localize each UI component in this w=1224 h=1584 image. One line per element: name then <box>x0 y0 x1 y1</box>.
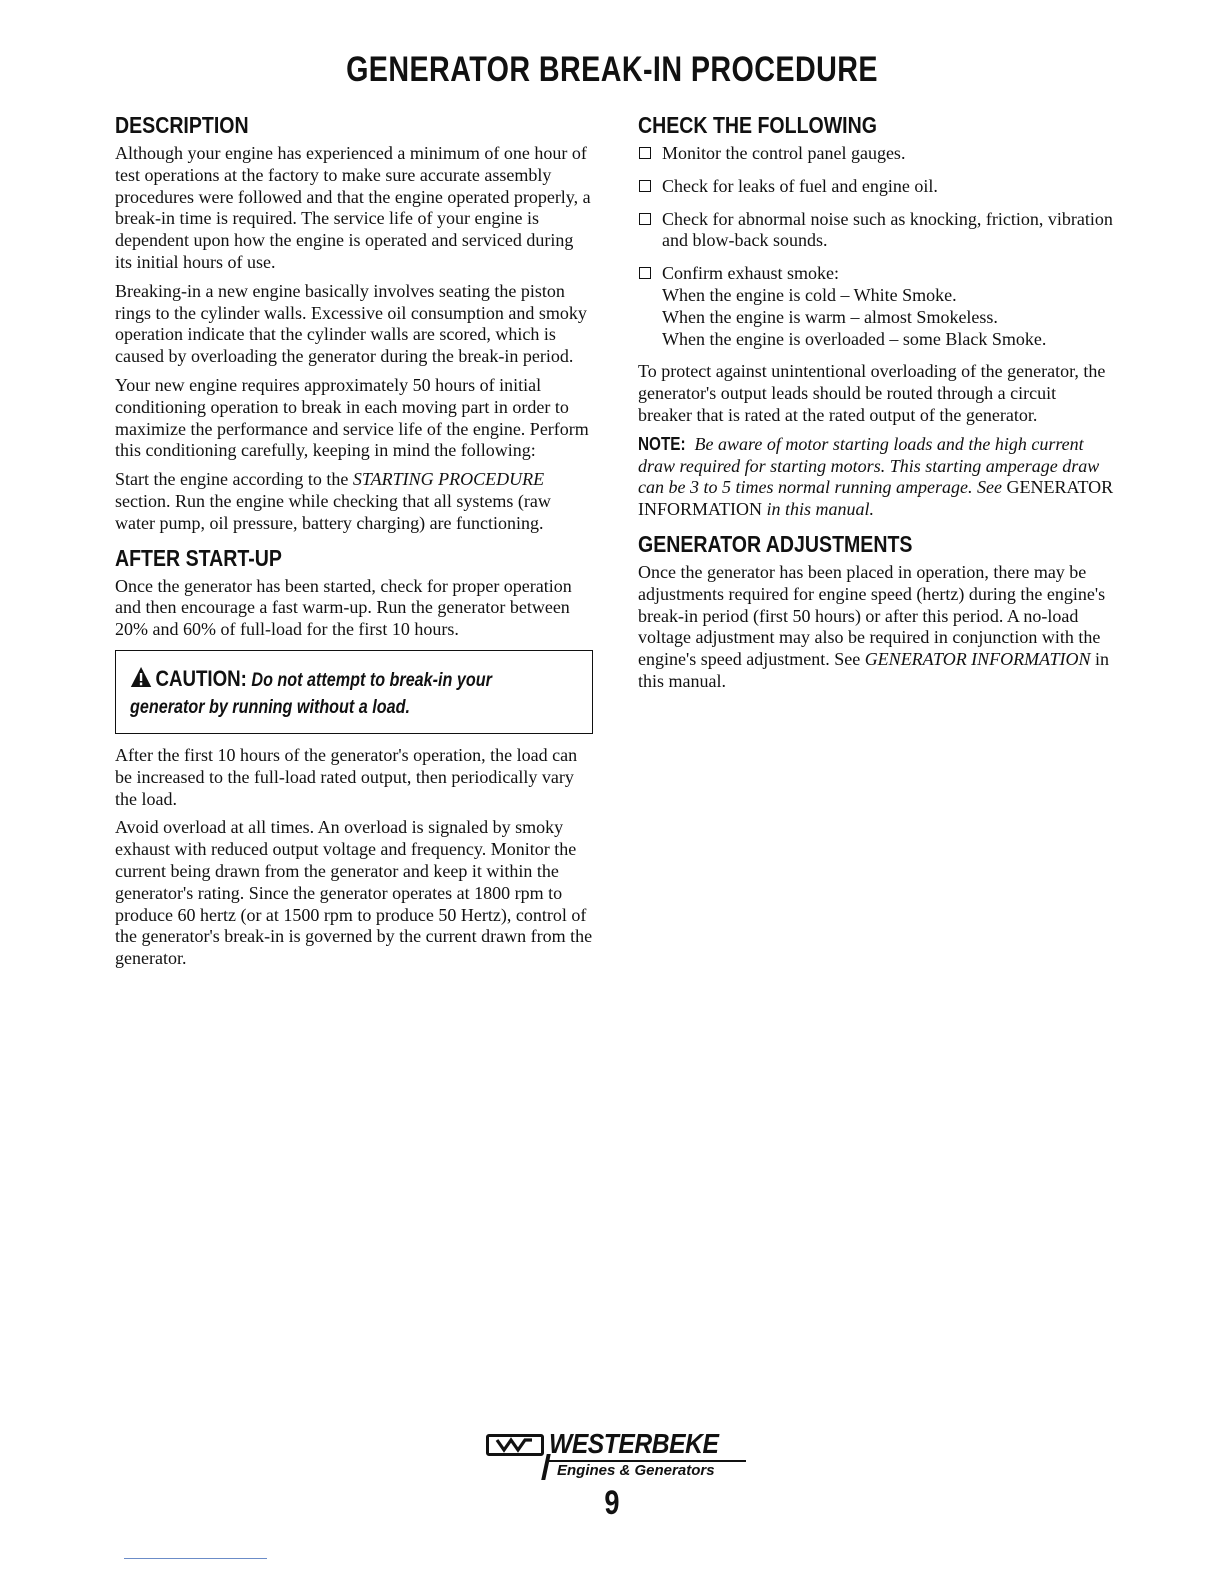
page-number: 9 <box>604 1484 620 1522</box>
check-item-text: Confirm exhaust smoke: <box>662 263 839 284</box>
starting-procedure-ref: STARTING PROCEDURE <box>352 469 545 490</box>
start-engine-paragraph <box>115 469 593 534</box>
description-paragraph: Breaking-in a new engine basically involves seating the piston rings to the cylinder walls. Excessive oil consumption and smoky operation indicate that the cylinder walls are scored, which is caused by overloading the generator during the break-in period. <box>115 280 587 367</box>
caution-line-1 <box>130 665 509 694</box>
note-text: Be aware of motor starting loads and the high current draw required for starting motors. This starting amperage draw can be 3 to 5 times normal running amperage. See <box>638 433 1100 498</box>
check-list <box>638 143 1114 350</box>
smoke-line: When the engine is warm – almost Smokeless. <box>662 306 998 327</box>
checkbox[interactable] <box>639 267 651 279</box>
check-item-text: Check for abnormal noise such as knocking, friction, vibration and blow-back sounds. <box>662 208 1113 251</box>
right-column <box>638 112 1114 700</box>
check-item <box>638 209 1114 253</box>
adjustments-ref: GENERATOR INFORMATION <box>864 649 1091 670</box>
smoke-line: When the engine is overloaded – some Black Smoke. <box>662 328 1047 349</box>
after-caution-paragraph: After the first 10 hours of the generator's operation, the load can be increased to the full-load rated output, then periodically vary the load. <box>115 744 578 809</box>
description-heading: DESCRIPTION <box>115 112 249 138</box>
note-ref: GENERATOR INFORMATION <box>638 477 1114 520</box>
caution-text: Do not attempt to break-in your <box>251 669 492 691</box>
generator-adjustments-paragraph <box>638 562 1114 693</box>
brand-tagline: Engines & Generators <box>557 1462 715 1479</box>
start-text-before: Start the engine according to the <box>115 469 353 490</box>
scan-artifact-line <box>124 1558 267 1559</box>
w-emblem-icon <box>489 1437 541 1453</box>
protect-paragraph: To protect against unintentional overloading of the generator, the generator's output leads should be routed through a circuit breaker that is rated at the rated output of the generator. <box>638 361 1106 425</box>
adjustments-tail: in this manual. <box>638 649 1110 691</box>
after-caution-paragraph: Avoid overload at all times. An overload is signaled by smoky exhaust with reduced output voltage and frequency. Monitor the current being drawn from the generator and keep it within the generator's rating. Since the generator operates at 1800 rpm to produce 60 hertz (or at 1500 rpm to produce 50 Hertz), control of the generator's break-in is governed by the current drawn from the generator. <box>115 817 593 969</box>
check-item <box>638 263 1114 350</box>
description-paragraph: Your new engine requires approximately 50 hours of initial conditioning operation to break in each moving part in order to maximize the performance and service life of the engine. Perform this conditioning carefully, keeping in mind the following: <box>115 374 589 461</box>
check-item-text: Monitor the control panel gauges. <box>662 143 906 163</box>
checkbox[interactable] <box>639 180 651 192</box>
caution-line-2: generator by running without a load. <box>130 696 410 718</box>
note-label: NOTE: <box>638 433 686 454</box>
description-paragraph: Although your engine has experienced a minimum of one hour of test operations at the factory to make sure accurate assembly procedures were followed and that the engine operated properly, a break-in time is required. The service life of your engine is dependent upon how the engine is operated and serviced during its initial hours of use. <box>115 143 591 272</box>
check-following-heading: CHECK THE FOLLOWING <box>638 112 877 138</box>
adjustments-text: Once the generator has been placed in operation, there may be adjustments required for engine speed (hertz) during the engine's break-in period (first 50 hours) or after this period. A no-load voltage adjustment may also be required in conjunction with the engine's speed adjustment. See <box>638 561 1106 670</box>
note-tail: in this manual. <box>766 499 875 520</box>
check-item <box>638 143 1114 165</box>
after-startup-heading: AFTER START-UP <box>115 544 282 571</box>
caution-box <box>115 650 593 734</box>
note-paragraph <box>638 434 1114 521</box>
checkbox[interactable] <box>639 213 651 225</box>
logo-emblem <box>486 1434 544 1456</box>
checkbox[interactable] <box>639 147 651 159</box>
check-item-text: Check for leaks of fuel and engine oil. <box>662 175 938 196</box>
smoke-line: When the engine is cold – White Smoke. <box>662 284 957 305</box>
westerbeke-logo <box>486 1430 756 1484</box>
check-item <box>638 176 1114 198</box>
start-text-after: section. Run the engine while checking that all systems (raw water pump, oil pressure, battery charging) are functioning. <box>115 490 551 533</box>
page-title: GENERATOR BREAK-IN PROCEDURE <box>346 50 878 89</box>
caution-label: CAUTION: <box>155 665 247 691</box>
generator-adjustments-heading: GENERATOR ADJUSTMENTS <box>638 530 913 557</box>
left-column <box>115 112 593 977</box>
warning-triangle-icon <box>130 666 152 688</box>
after-startup-paragraph: Once the generator has been started, check for proper operation and then encourage a fast warm-up. Run the generator between 20% and 60% of full-load for the first 10 hours. <box>115 575 572 640</box>
brand-name: WESTERBEKE <box>549 1428 719 1459</box>
